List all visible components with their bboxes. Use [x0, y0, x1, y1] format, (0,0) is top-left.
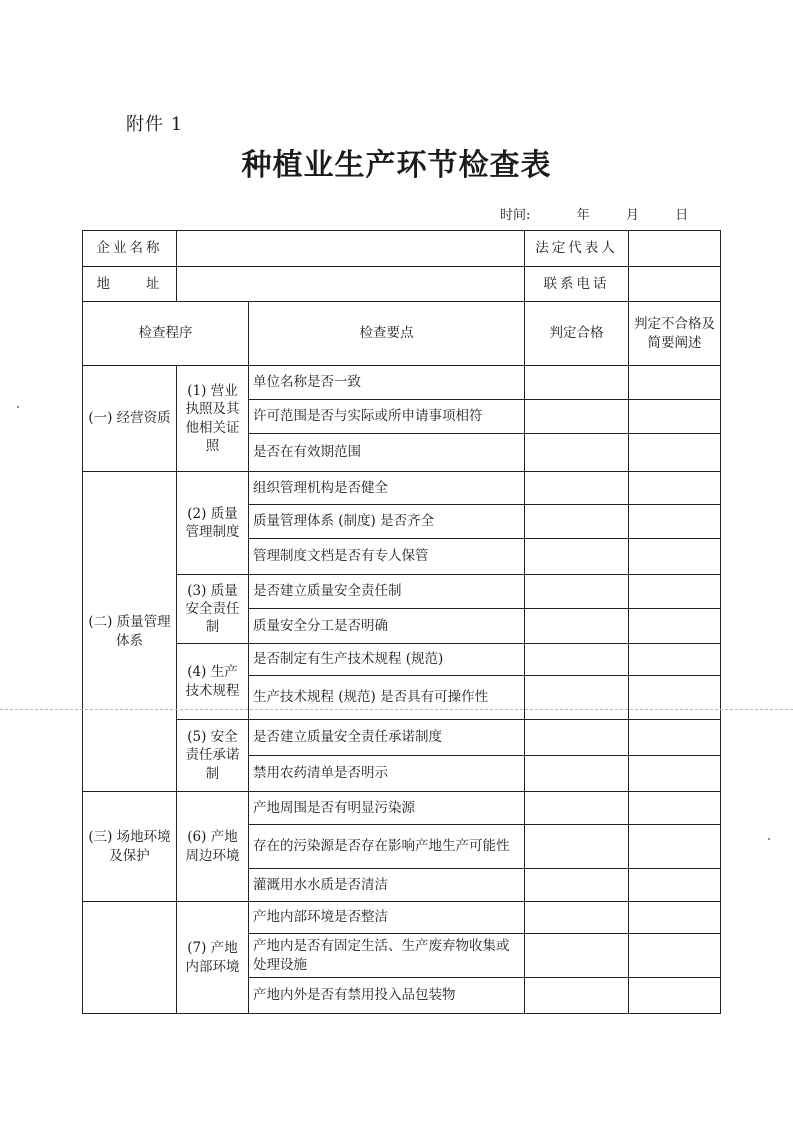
fail-cell[interactable]	[629, 400, 721, 434]
fail-cell[interactable]	[629, 869, 721, 902]
attachment-label: 附件 1	[126, 114, 184, 135]
check-item: 存在的污染源是否存在影响产地生产可能性	[249, 825, 525, 869]
check-item: 管理制度文档是否有专人保管	[249, 539, 525, 575]
pass-cell[interactable]	[525, 434, 629, 472]
group-safety-commitment: (5) 安全责任承诺制	[177, 720, 249, 792]
group-responsibility-system: (3) 质量安全责任制	[177, 575, 249, 644]
key-points-header: 检查要点	[249, 302, 525, 366]
pass-cell[interactable]	[525, 792, 629, 825]
fail-cell[interactable]	[629, 756, 721, 792]
pass-cell[interactable]	[525, 825, 629, 869]
section-business-qualification: (一) 经营资质	[83, 366, 177, 472]
scan-speck	[17, 406, 19, 408]
check-item: 组织管理机构是否健全	[249, 472, 525, 505]
fail-cell[interactable]	[629, 934, 721, 978]
pass-cell[interactable]	[525, 902, 629, 934]
pass-cell[interactable]	[525, 366, 629, 400]
fail-cell[interactable]	[629, 472, 721, 505]
section-continuation	[83, 902, 177, 1014]
pass-cell[interactable]	[525, 472, 629, 505]
legal-rep-field[interactable]	[629, 231, 721, 267]
address-field[interactable]	[177, 267, 525, 302]
pass-cell[interactable]	[525, 676, 629, 720]
table-row	[83, 644, 721, 676]
address-row	[83, 267, 721, 302]
date-year-label: 年	[576, 208, 590, 223]
table-row	[83, 792, 721, 825]
address-label: 地 址	[83, 267, 177, 302]
fail-cell[interactable]	[629, 539, 721, 575]
inspection-table	[82, 230, 721, 1014]
group-business-license: (1) 营业执照及其他相关证照	[177, 366, 249, 472]
pass-cell[interactable]	[525, 539, 629, 575]
table-row	[83, 902, 721, 934]
scan-speck	[768, 838, 770, 840]
fail-cell[interactable]	[629, 978, 721, 1014]
check-item: 产地周围是否有明显污染源	[249, 792, 525, 825]
check-item: 生产技术规程 (规范) 是否具有可操作性	[249, 676, 525, 720]
procedure-header: 检查程序	[83, 302, 249, 366]
fail-cell[interactable]	[629, 366, 721, 400]
date-line	[500, 204, 688, 223]
check-item: 是否建立质量安全责任承诺制度	[249, 720, 525, 756]
header-row	[83, 302, 721, 366]
table-row	[83, 366, 721, 400]
group-production-technique: (4) 生产技术规程	[177, 644, 249, 720]
pass-cell[interactable]	[525, 869, 629, 902]
table-row	[83, 720, 721, 756]
fail-cell[interactable]	[629, 644, 721, 676]
pass-cell[interactable]	[525, 575, 629, 609]
check-item: 产地内外是否有禁用投入品包装物	[249, 978, 525, 1014]
group-surrounding-environment: (6) 产地周边环境	[177, 792, 249, 902]
fail-cell[interactable]	[629, 792, 721, 825]
check-item: 质量管理体系 (制度) 是否齐全	[249, 505, 525, 539]
legal-rep-label: 法定代表人	[525, 231, 629, 267]
company-row	[83, 231, 721, 267]
pass-cell[interactable]	[525, 978, 629, 1014]
check-item: 产地内是否有固定生活、生产废弃物收集或处理设施	[249, 934, 525, 978]
group-internal-environment: (7) 产地内部环境	[177, 902, 249, 1014]
check-item: 灌溉用水水质是否清洁	[249, 869, 525, 902]
fail-header: 判定不合格及简要阐述	[629, 302, 721, 366]
check-item: 禁用农药清单是否明示	[249, 756, 525, 792]
date-month-label: 月	[625, 208, 639, 223]
fail-cell[interactable]	[629, 825, 721, 869]
fail-cell[interactable]	[629, 434, 721, 472]
pass-header: 判定合格	[525, 302, 629, 366]
pass-cell[interactable]	[525, 756, 629, 792]
pass-cell[interactable]	[525, 505, 629, 539]
pass-cell[interactable]	[525, 720, 629, 756]
date-day-label: 日	[675, 208, 689, 223]
fail-cell[interactable]	[629, 676, 721, 720]
pass-cell[interactable]	[525, 609, 629, 644]
check-item: 是否制定有生产技术规程 (规范)	[249, 644, 525, 676]
phone-label: 联系电话	[525, 267, 629, 302]
check-item: 是否建立质量安全责任制	[249, 575, 525, 609]
scan-artifact-line	[0, 709, 793, 710]
company-name-field[interactable]	[177, 231, 525, 267]
group-quality-system: (2) 质量管理制度	[177, 472, 249, 575]
pass-cell[interactable]	[525, 934, 629, 978]
table-row	[83, 472, 721, 505]
fail-cell[interactable]	[629, 720, 721, 756]
date-label: 时间:	[500, 208, 531, 223]
page-title: 种植业生产环节检查表	[241, 148, 552, 183]
table-row	[83, 575, 721, 609]
check-item: 许可范围是否与实际或所申请事项相符	[249, 400, 525, 434]
section-site-environment: (三) 场地环境及保护	[83, 792, 177, 902]
fail-cell[interactable]	[629, 902, 721, 934]
pass-cell[interactable]	[525, 644, 629, 676]
fail-cell[interactable]	[629, 609, 721, 644]
check-item: 是否在有效期范围	[249, 434, 525, 472]
company-name-label: 企业名称	[83, 231, 177, 267]
fail-cell[interactable]	[629, 505, 721, 539]
phone-field[interactable]	[629, 267, 721, 302]
pass-cell[interactable]	[525, 400, 629, 434]
check-item: 产地内部环境是否整洁	[249, 902, 525, 934]
section-quality-management: (二) 质量管理体系	[83, 472, 177, 792]
fail-cell[interactable]	[629, 575, 721, 609]
check-item: 质量安全分工是否明确	[249, 609, 525, 644]
check-item: 单位名称是否一致	[249, 366, 525, 400]
